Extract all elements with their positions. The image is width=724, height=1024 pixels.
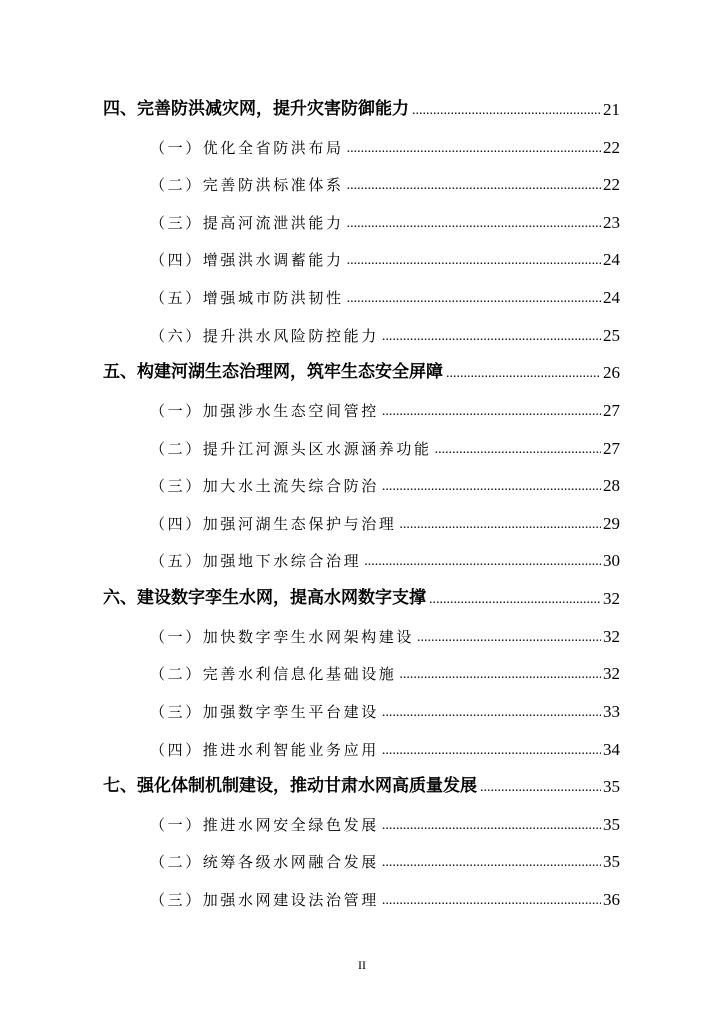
toc-entry-page: 29 <box>603 513 620 533</box>
dot-leader <box>382 856 601 870</box>
toc-section-entry[interactable] <box>150 853 620 870</box>
toc-entry-title: （六）提升洪水风险防控能力 <box>150 326 379 345</box>
toc-entry-page: 32 <box>603 626 620 646</box>
toc-entry-title: （一）优化全省防洪布局 <box>150 138 344 157</box>
toc-entry-page: 26 <box>603 363 620 383</box>
toc-entry-title: 五、构建河湖生态治理网，筑牢生态安全屏障 <box>103 362 443 383</box>
dot-leader <box>364 555 601 569</box>
toc-section-entry[interactable] <box>150 139 620 156</box>
dot-leader <box>382 330 601 344</box>
toc-chapter-entry[interactable] <box>103 778 620 795</box>
toc-entry-page: 27 <box>603 400 620 420</box>
toc-entry-page: 28 <box>603 476 620 496</box>
toc-entry-page: 25 <box>603 325 620 345</box>
toc-section-entry[interactable] <box>150 741 620 758</box>
toc-section-entry[interactable] <box>150 176 620 193</box>
dot-leader <box>347 292 601 306</box>
toc-entry-title: （四）推进水利智能业务应用 <box>150 740 379 759</box>
toc-entry-page: 32 <box>603 664 620 684</box>
dot-leader <box>480 781 601 795</box>
toc-chapter-entry[interactable] <box>103 364 620 381</box>
toc-entry-title: （三）加大水土流失综合防治 <box>150 477 379 496</box>
dot-leader <box>399 518 601 532</box>
toc-entry-title: （三）加强水网建设法治管理 <box>150 891 379 910</box>
toc-entry-page: 34 <box>603 739 620 759</box>
toc-entry-page: 24 <box>603 288 620 308</box>
toc-section-entry[interactable] <box>150 665 620 682</box>
toc-entry-page: 21 <box>603 100 620 119</box>
dot-leader <box>382 894 601 908</box>
toc-entry-title: （四）增强洪水调蓄能力 <box>150 251 344 270</box>
toc-entry-title: （一）加快数字孪生水网架构建设 <box>150 627 415 646</box>
toc-section-entry[interactable] <box>150 816 620 833</box>
toc-entry-page: 22 <box>603 175 620 195</box>
toc-entry-title: （一）加强涉水生态空间管控 <box>150 401 379 420</box>
dot-leader <box>382 706 601 720</box>
toc-section-entry[interactable] <box>150 552 620 569</box>
toc-chapter-entry[interactable] <box>103 101 620 118</box>
toc-entry-title: （三）加强数字孪生平台建设 <box>150 702 379 721</box>
dot-leader <box>347 179 601 193</box>
toc-entry-page: 35 <box>603 814 620 834</box>
toc-entry-title: （二）统筹各级水网融合发展 <box>150 853 379 872</box>
toc-entry-page: 22 <box>603 137 620 157</box>
toc-section-entry[interactable] <box>150 402 620 419</box>
toc-entry-page: 33 <box>603 701 620 721</box>
toc-section-entry[interactable] <box>150 703 620 720</box>
toc-entry-title: （五）加强地下水综合治理 <box>150 552 362 571</box>
toc-entry-title: （一）推进水网安全绿色发展 <box>150 815 379 834</box>
toc-entry-page: 24 <box>603 250 620 270</box>
dot-leader <box>347 217 601 231</box>
toc-entry-title: （四）加强河湖生态保护与治理 <box>150 514 397 533</box>
toc-entry-page: 23 <box>603 212 620 232</box>
toc-section-entry[interactable] <box>150 477 620 494</box>
toc-entry-title: （二）提升江河源头区水源涵养功能 <box>150 439 432 458</box>
toc-entry-title: 四、完善防洪减灾网，提升灾害防御能力 <box>103 99 409 119</box>
toc-entry-page: 35 <box>603 852 620 872</box>
toc-entry-page: 27 <box>603 438 620 458</box>
toc-entry-page: 30 <box>603 551 620 571</box>
dot-leader <box>382 744 601 758</box>
dot-leader <box>435 443 601 457</box>
toc-section-entry[interactable] <box>150 251 620 268</box>
toc-section-entry[interactable] <box>150 289 620 306</box>
dot-leader <box>399 668 601 682</box>
page-number: II <box>358 958 366 972</box>
toc-entry-title: 七、强化体制机制建设，推动甘肃水网高质量发展 <box>103 776 477 797</box>
toc-section-entry[interactable] <box>150 327 620 344</box>
dot-leader <box>382 405 601 419</box>
toc-entry-title: （二）完善防洪标准体系 <box>150 176 344 195</box>
toc-entry-title: 六、建设数字孪生水网，提高水网数字支撑 <box>103 588 426 609</box>
dot-leader <box>347 254 601 268</box>
toc-entry-title: （五）增强城市防洪韧性 <box>150 289 344 308</box>
dot-leader <box>412 104 601 118</box>
toc-section-entry[interactable] <box>150 628 620 645</box>
toc-entry-page: 36 <box>603 890 620 910</box>
toc-section-entry[interactable] <box>150 214 620 231</box>
dot-leader <box>382 480 601 494</box>
dot-leader <box>417 631 601 645</box>
toc-entry-page: 35 <box>603 777 620 797</box>
toc-section-entry[interactable] <box>150 440 620 457</box>
toc-section-entry[interactable] <box>150 891 620 908</box>
dot-leader <box>382 819 601 833</box>
toc-section-entry[interactable] <box>150 515 620 532</box>
dot-leader <box>429 593 601 607</box>
toc-entry-page: 32 <box>603 589 620 609</box>
dot-leader <box>446 367 601 381</box>
toc-entry-title: （二）完善水利信息化基础设施 <box>150 665 397 684</box>
dot-leader <box>347 142 601 156</box>
toc-entry-title: （三）提高河流泄洪能力 <box>150 213 344 232</box>
toc-chapter-entry[interactable] <box>103 590 620 607</box>
